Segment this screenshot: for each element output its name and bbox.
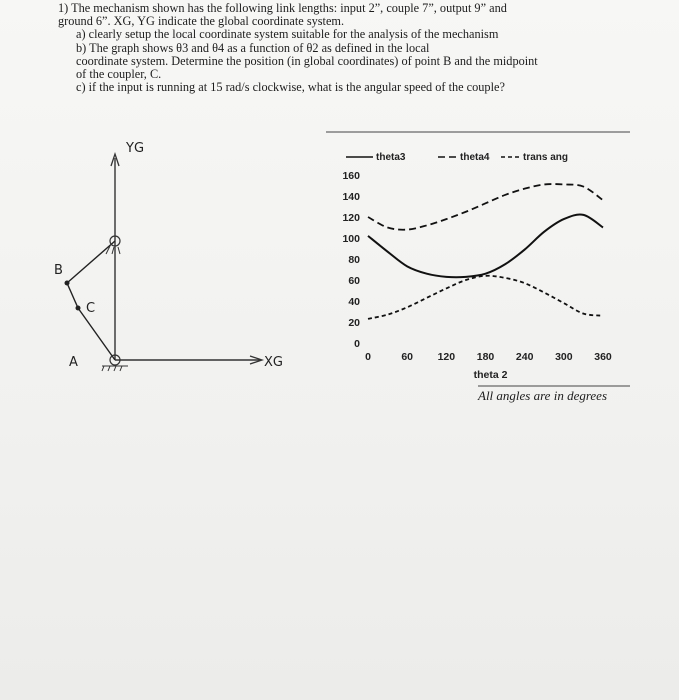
- angle-chart: [318, 130, 638, 392]
- point-c-label: C: [86, 301, 96, 316]
- x-axis-label: XG: [264, 355, 283, 370]
- ground-hatch-bottom-icon: [102, 366, 128, 371]
- y-tick-label: 100: [342, 233, 360, 245]
- y-tick-label: 140: [342, 191, 360, 203]
- y-tick-label: 40: [348, 296, 360, 308]
- problem-line-2: ground 6”. XG, YG indicate the global coordinate system.: [58, 14, 345, 29]
- part-b-line-3: of the coupler, C.: [76, 67, 162, 82]
- figure-caption: All angles are in degrees: [478, 388, 608, 403]
- coupler-link: [67, 241, 115, 283]
- legend-label: theta3: [376, 152, 406, 163]
- problem-line-1: 1) The mechanism shown has the following link lengths: input 2”, couple 7”, output 9” and: [58, 1, 507, 15]
- link-ground-to-a: [78, 308, 115, 360]
- y-tick-label: 120: [342, 212, 360, 224]
- y-tick-label: 60: [348, 275, 360, 287]
- part-a: a) clearly setup the local coordinate system suitable for the analysis of the mechanism: [76, 27, 499, 42]
- point-a-label: A: [69, 355, 78, 370]
- x-tick-label: 0: [365, 351, 371, 363]
- series-line-theta4: [368, 184, 603, 230]
- mechanism-sketch: [40, 128, 320, 390]
- x-tick-label: 360: [594, 351, 612, 363]
- x-tick-label: 120: [437, 351, 456, 363]
- part-b-line-1: b) The graph shows θ3 and θ4 as a function of θ2 as defined in the local: [76, 40, 430, 55]
- x-tick-label: 300: [555, 351, 573, 363]
- part-b-line-2: coordinate system. Determine the position (in global coordinates) of point B and the midpoint: [76, 53, 538, 68]
- y-tick-label: 20: [348, 317, 360, 329]
- point-b-label: B: [54, 263, 63, 278]
- legend-label: trans ang: [523, 152, 569, 163]
- y-tick-label: 160: [342, 170, 360, 182]
- legend-label: theta4: [460, 152, 490, 163]
- x-tick-label: 240: [515, 351, 534, 363]
- y-axis-label: YG: [126, 141, 145, 156]
- x-axis-title: theta 2: [473, 369, 508, 381]
- series-line-theta3: [368, 215, 603, 278]
- y-tick-label: 0: [354, 338, 360, 350]
- x-tick-label: 180: [476, 351, 495, 363]
- joint-input-icon: [76, 306, 81, 311]
- joint-b-icon: [65, 281, 70, 286]
- input-link: [67, 283, 78, 308]
- part-c: c) if the input is running at 15 rad/s clockwise, what is the angular speed of the couple?: [76, 80, 505, 95]
- problem-statement: [58, 2, 618, 94]
- series-line-trans-ang: [368, 276, 603, 319]
- x-tick-label: 60: [401, 351, 414, 363]
- angle-chart-svg: [318, 130, 638, 392]
- y-tick-label: 80: [348, 254, 360, 266]
